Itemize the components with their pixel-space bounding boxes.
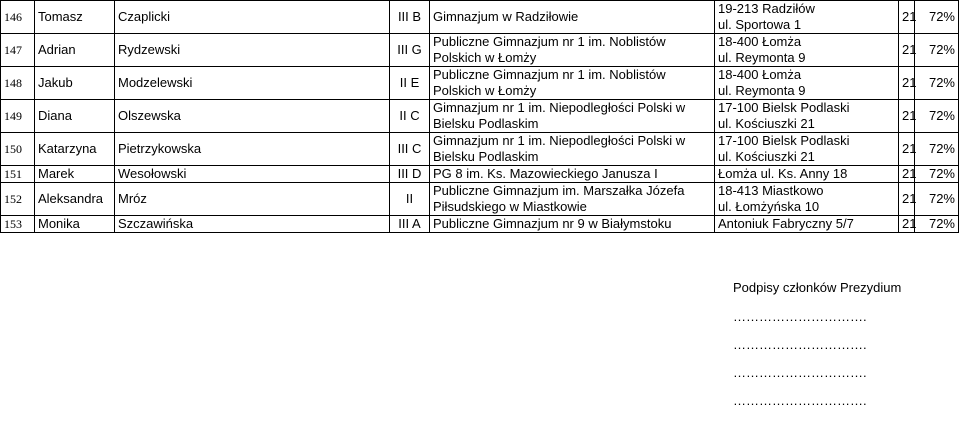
- address-cell-line: ul. Reymonta 9: [718, 83, 806, 98]
- table-row: [1, 1, 959, 34]
- percent-cell: 72%: [915, 1, 959, 34]
- school-cell: [430, 216, 715, 233]
- address-cell-line: 18-400 Łomża: [718, 34, 802, 49]
- address-cell: [715, 216, 899, 233]
- percent-cell: 72%: [915, 166, 959, 183]
- percent-cell: 72%: [915, 100, 959, 133]
- last-name: Mróz: [115, 183, 390, 216]
- address-cell-line: 18-400 Łomża: [718, 67, 802, 82]
- school-cell-line: Bielsku Podlaskim: [433, 116, 539, 131]
- row-number: 146: [1, 1, 35, 34]
- row-number: 151: [1, 166, 35, 183]
- table-row: [1, 216, 959, 233]
- address-cell-line: Antoniuk Fabryczny 5/7: [718, 216, 854, 231]
- class-cell: III B: [390, 1, 430, 34]
- class-cell: III C: [390, 133, 430, 166]
- signature-line: ………………………….: [733, 365, 867, 380]
- table-row: [1, 67, 959, 100]
- address-cell: [715, 166, 899, 183]
- percent-cell: 72%: [915, 183, 959, 216]
- percent-cell: 72%: [915, 216, 959, 233]
- last-name: Olszewska: [115, 100, 390, 133]
- first-name: Diana: [35, 100, 115, 133]
- table-row: [1, 34, 959, 67]
- first-name: Tomasz: [35, 1, 115, 34]
- school-cell-line: Publiczne Gimnazjum im. Marszałka Józefa: [433, 183, 685, 198]
- address-cell-line: ul. Reymonta 9: [718, 50, 806, 65]
- address-cell-line: 18-413 Miastkowo: [718, 183, 824, 198]
- school-cell-line: Gimnazjum nr 1 im. Niepodległości Polski w: [433, 100, 686, 115]
- first-name: Adrian: [35, 34, 115, 67]
- table-row: [1, 183, 959, 216]
- school-cell-line: Polskich w Łomży: [433, 50, 537, 65]
- points-cell: 21: [899, 1, 915, 34]
- signature-line: ………………………….: [733, 309, 867, 324]
- first-name: Katarzyna: [35, 133, 115, 166]
- first-name: Marek: [35, 166, 115, 183]
- points-cell: 21: [899, 34, 915, 67]
- address-cell: [715, 67, 899, 100]
- address-cell: [715, 34, 899, 67]
- last-name: Wesołowski: [115, 166, 390, 183]
- table-row: [1, 166, 959, 183]
- address-cell-line: ul. Kościuszki 21: [718, 149, 815, 164]
- school-cell: [430, 133, 715, 166]
- first-name: Aleksandra: [35, 183, 115, 216]
- class-cell: II: [390, 183, 430, 216]
- address-cell-line: ul. Kościuszki 21: [718, 116, 815, 131]
- percent-cell: 72%: [915, 133, 959, 166]
- address-cell-line: ul. Łomżyńska 10: [718, 199, 820, 214]
- points-cell: 21: [899, 67, 915, 100]
- address-cell: [715, 183, 899, 216]
- school-cell-line: Gimnazjum w Radziłowie: [433, 9, 579, 24]
- address-cell-line: ul. Sportowa 1: [718, 17, 802, 32]
- first-name: Monika: [35, 216, 115, 233]
- row-number: 147: [1, 34, 35, 67]
- school-cell-line: Polskich w Łomży: [433, 83, 537, 98]
- last-name: Czaplicki: [115, 1, 390, 34]
- school-cell: [430, 166, 715, 183]
- first-name: Jakub: [35, 67, 115, 100]
- signature-line: ………………………….: [733, 393, 867, 408]
- school-cell-line: Bielsku Podlaskim: [433, 149, 539, 164]
- row-number: 148: [1, 67, 35, 100]
- address-cell-line: 17-100 Bielsk Podlaski: [718, 133, 850, 148]
- class-cell: II E: [390, 67, 430, 100]
- signature-title: Podpisy członków Prezydium: [733, 280, 902, 295]
- last-name: Pietrzykowska: [115, 133, 390, 166]
- address-cell-line: Łomża ul. Ks. Anny 18: [718, 166, 848, 181]
- school-cell-line: Publiczne Gimnazjum nr 1 im. Noblistów: [433, 34, 666, 49]
- points-cell: 21: [899, 183, 915, 216]
- points-cell: 21: [899, 216, 915, 233]
- address-cell: [715, 133, 899, 166]
- class-cell: II C: [390, 100, 430, 133]
- last-name: Modzelewski: [115, 67, 390, 100]
- school-cell: [430, 67, 715, 100]
- school-cell-line: Gimnazjum nr 1 im. Niepodległości Polski w: [433, 133, 686, 148]
- school-cell: [430, 183, 715, 216]
- row-number: 150: [1, 133, 35, 166]
- school-cell: [430, 1, 715, 34]
- school-cell: [430, 100, 715, 133]
- last-name: Szczawińska: [115, 216, 390, 233]
- signature-block: [733, 280, 933, 421]
- table-row: [1, 133, 959, 166]
- class-cell: III D: [390, 166, 430, 183]
- table-row: [1, 100, 959, 133]
- school-cell: [430, 34, 715, 67]
- row-number: 152: [1, 183, 35, 216]
- row-number: 149: [1, 100, 35, 133]
- points-cell: 21: [899, 166, 915, 183]
- percent-cell: 72%: [915, 67, 959, 100]
- points-cell: 21: [899, 100, 915, 133]
- school-cell-line: Publiczne Gimnazjum nr 1 im. Noblistów: [433, 67, 666, 82]
- percent-cell: 72%: [915, 34, 959, 67]
- class-cell: III G: [390, 34, 430, 67]
- signature-line: ………………………….: [733, 337, 867, 352]
- points-cell: 21: [899, 133, 915, 166]
- address-cell-line: 19-213 Radziłów: [718, 1, 815, 16]
- address-cell: [715, 1, 899, 34]
- school-cell-line: Piłsudskiego w Miastkowie: [433, 199, 587, 214]
- last-name: Rydzewski: [115, 34, 390, 67]
- address-cell: [715, 100, 899, 133]
- row-number: 153: [1, 216, 35, 233]
- class-cell: III A: [390, 216, 430, 233]
- school-cell-line: PG 8 im. Ks. Mazowieckiego Janusza I: [433, 166, 658, 181]
- address-cell-line: 17-100 Bielsk Podlaski: [718, 100, 850, 115]
- school-cell-line: Publiczne Gimnazjum nr 9 w Białymstoku: [433, 216, 672, 231]
